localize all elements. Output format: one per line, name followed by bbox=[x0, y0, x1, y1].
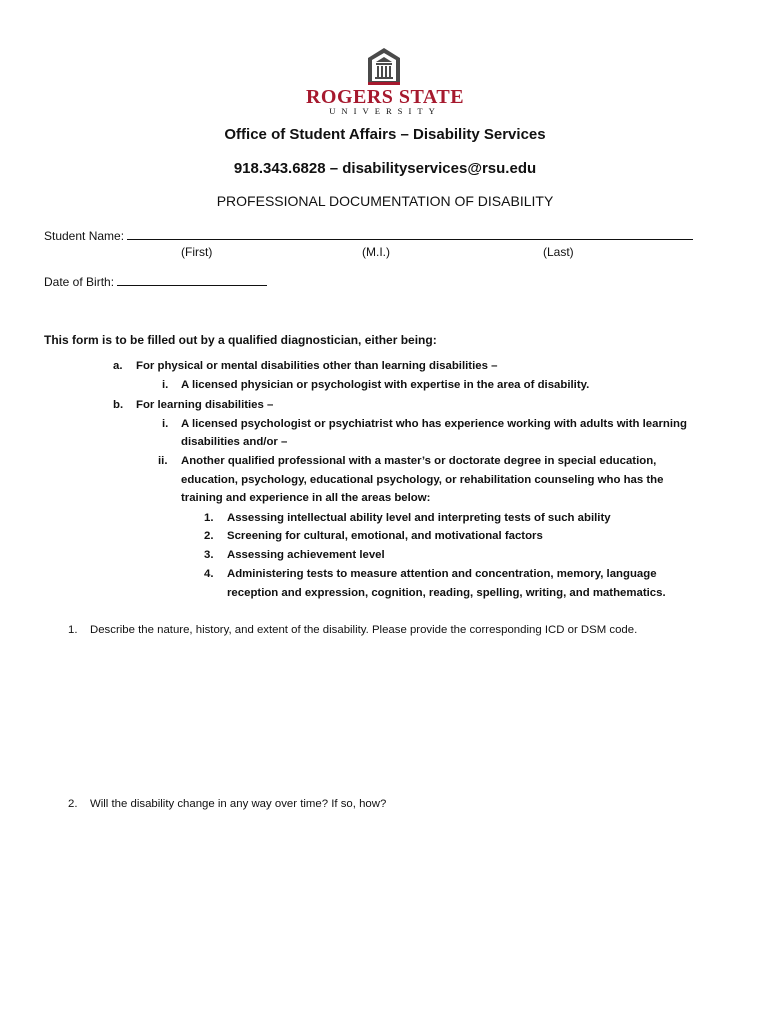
question-2-answer-area[interactable] bbox=[44, 820, 724, 1000]
criteria-a-i-text: A licensed physician or psychologist with expertise in the area of disability. bbox=[181, 379, 590, 391]
area-1-marker: 1. bbox=[204, 512, 214, 524]
criteria-b-ii-line3: training and experience in all the areas below: bbox=[181, 492, 431, 504]
student-name-label: Student Name: bbox=[44, 229, 125, 243]
question-2-text: Will the disability change in any way over time? If so, how? bbox=[90, 798, 387, 810]
area-4-marker: 4. bbox=[204, 568, 214, 580]
criteria-a-text: For physical or mental disabilities other than learning disabilities – bbox=[136, 360, 498, 372]
university-subtitle: UNIVERSITY bbox=[329, 106, 441, 116]
area-2-marker: 2. bbox=[204, 530, 214, 542]
university-wordmark: ROGERS STATE bbox=[305, 86, 465, 108]
question-2-marker: 2. bbox=[68, 798, 78, 810]
last-name-caption: (Last) bbox=[543, 245, 574, 259]
area-4-text: Administering tests to measure attention and concentration, memory, language bbox=[227, 568, 657, 580]
area-1-text: Assessing intellectual ability level and interpreting tests of such ability bbox=[227, 512, 611, 524]
middle-initial-caption: (M.I.) bbox=[362, 245, 390, 259]
criteria-b-i-marker: i. bbox=[162, 418, 169, 430]
criteria-a-i-marker: i. bbox=[162, 379, 169, 391]
criteria-b-ii-marker: ii. bbox=[158, 455, 168, 467]
student-name-field[interactable] bbox=[44, 228, 693, 243]
dob-field[interactable] bbox=[44, 274, 267, 289]
area-4-line2: reception and expression, cognition, reading, spelling, writing, and mathematics. bbox=[227, 587, 666, 599]
dob-line[interactable] bbox=[117, 274, 267, 286]
office-title: Office of Student Affairs – Disability Services bbox=[224, 126, 546, 143]
contact-line: 918.343.6828 – disabilityservices@rsu.edu bbox=[233, 160, 537, 177]
criteria-b-ii-line1: Another qualified professional with a master’s or doctorate degree in special education, bbox=[181, 455, 657, 467]
student-name-line[interactable] bbox=[127, 228, 693, 240]
area-3-text: Assessing achievement level bbox=[227, 549, 385, 561]
criteria-b-i-line2: disabilities and/or – bbox=[181, 436, 288, 448]
criteria-a-marker: a. bbox=[113, 360, 123, 372]
area-3-marker: 3. bbox=[204, 549, 214, 561]
criteria-b-i-line1: A licensed psychologist or psychiatrist who has experience working with adults with learning bbox=[181, 418, 687, 430]
form-title: PROFESSIONAL DOCUMENTATION OF DISABILITY bbox=[216, 193, 554, 209]
question-1-marker: 1. bbox=[68, 624, 78, 636]
dob-label: Date of Birth: bbox=[44, 275, 115, 289]
question-1-text: Describe the nature, history, and extent of the disability. Please provide the corresponding ICD or DSM code. bbox=[90, 624, 638, 636]
question-1-answer-area[interactable] bbox=[44, 645, 724, 785]
criteria-b-ii-line2: education, psychology, educational psychology, or rehabilitation counseling who has the bbox=[181, 474, 664, 486]
criteria-b-text: For learning disabilities – bbox=[136, 399, 274, 411]
intro-text: This form is to be filled out by a qualified diagnostician, either being: bbox=[44, 333, 437, 347]
university-seal-icon bbox=[362, 44, 406, 88]
criteria-b-marker: b. bbox=[113, 399, 124, 411]
first-name-caption: (First) bbox=[181, 245, 213, 259]
area-2-text: Screening for cultural, emotional, and motivational factors bbox=[227, 530, 543, 542]
